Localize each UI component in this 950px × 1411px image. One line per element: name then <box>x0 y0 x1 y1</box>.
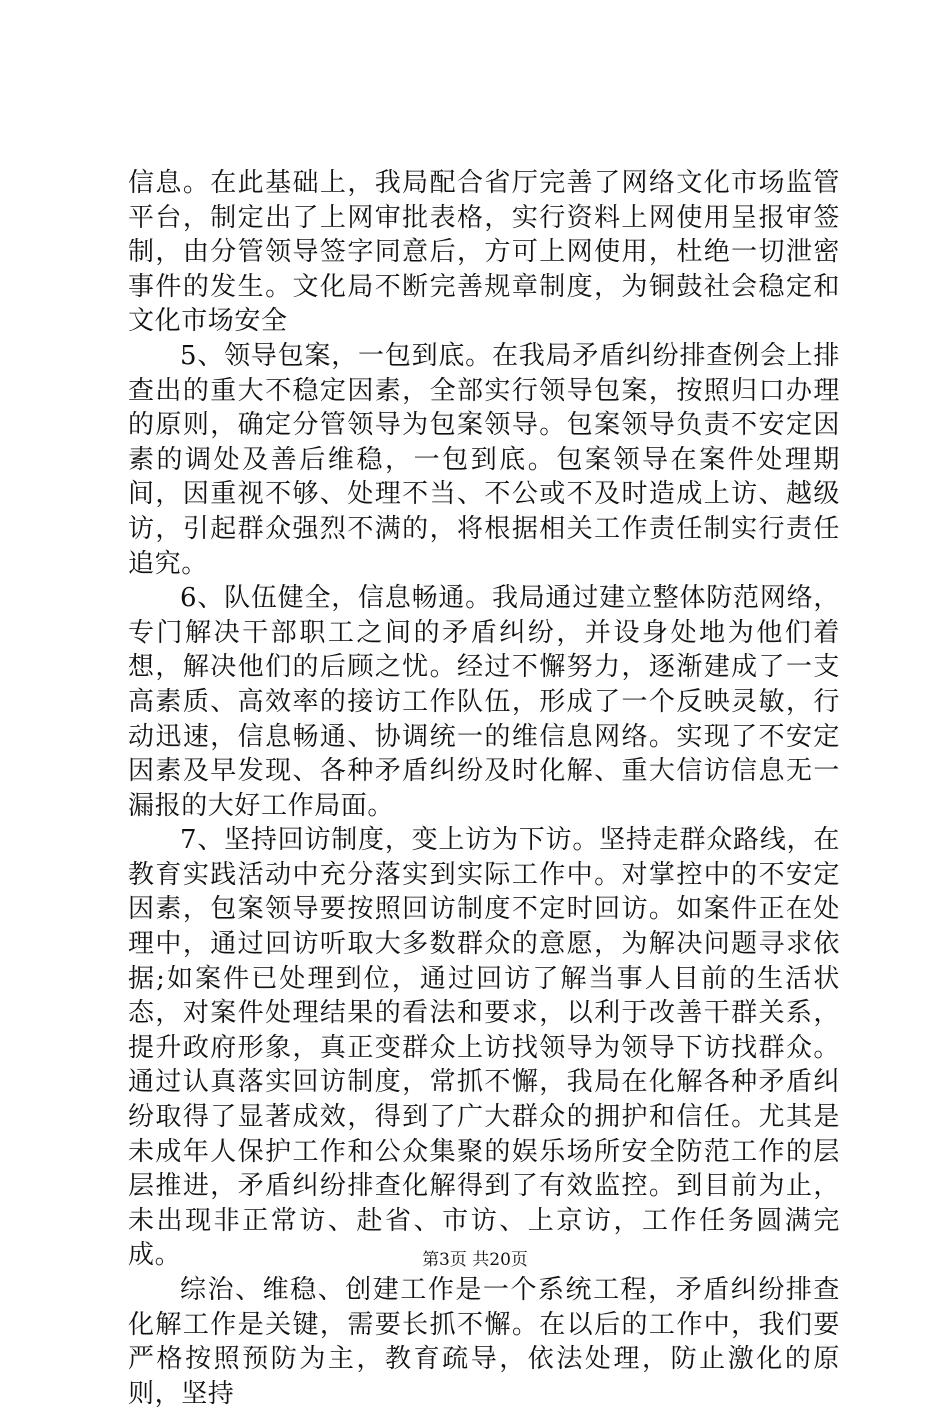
paragraph-item-6: 6、队伍健全，信息畅通。我局通过建立整体防范网络，专门解决干部职工之间的矛盾纠纷，并设身处地为他们着想，解决他们的后顾之忧。经过不懈努力，逐渐建成了一支高素质、高效率的接访工作队伍，形成了一个反映灵敏，行动迅速，信息畅通、协调统一的维信息网络。实现了不安定因素及早发现、各种矛盾纠纷及时化解、重大信访信息无一漏报的大好工作局面。 <box>128 583 840 821</box>
paragraph-item-5: 5、领导包案，一包到底。在我局矛盾纠纷排查例会上排查出的重大不稳定因素，全部实行领导包案，按照归口办理的原则，确定分管领导为包案领导。包案领导负责不安定因素的调处及善后维稳，一包到底。包案领导在案件处理期间，因重视不够、处理不当、不公或不及时造成上访、越级访，引起群众强烈不满的，将根据相关工作责任制实行责任追究。 <box>128 340 840 579</box>
page-number-footer: 第3页 共20页 <box>422 1250 528 1270</box>
paragraph-item-7: 7、坚持回访制度，变上访为下访。坚持走群众路线，在教育实践活动中充分落实到实际工作中。对掌控中的不安定因素，包案领导要按照回访制度不定时回访。如案件正在处理中，通过回访听取大多数群众的意愿，为解决问题寻求依据;如案件已处理到位，通过回访了解当事人目前的生活状态，对案件处理结果的看法和要求，以利于改善干群关系，提升政府形象，真正变群众上访找领导为领导下访找群众。通过认真落实回访制度，常抓不懈，我局在化解各种矛盾纠纷取得了显著成效，得到了广大群众的拥护和信任。尤其是未成年人保护工作和公众集聚的娱乐场所安全防范工作的层层推进，矛盾纠纷排查化解得到了有效监控。到目前为止，未出现非正常访、赴省、市访、上京访，工作任务圆满完成。 <box>128 825 840 1271</box>
paragraph-summary: 综治、维稳、创建工作是一个系统工程，矛盾纠纷排查化解工作是关键，需要长抓不懈。在以后的工作中，我们要严格按照预防为主，教育疏导，依法处理，防止激化的原则，坚持 <box>128 1275 840 1409</box>
paragraph-continuation: 信息。在此基础上，我局配合省厅完善了网络文化市场监管平台，制定出了上网审批表格，实行资料上网使用呈报审签制，由分管领导签字同意后，方可上网使用，杜绝一切泄密事件的发生。文化局不断完善规章制度，为铜鼓社会稳定和文化市场安全 <box>128 168 840 337</box>
document-body <box>128 166 840 1411</box>
